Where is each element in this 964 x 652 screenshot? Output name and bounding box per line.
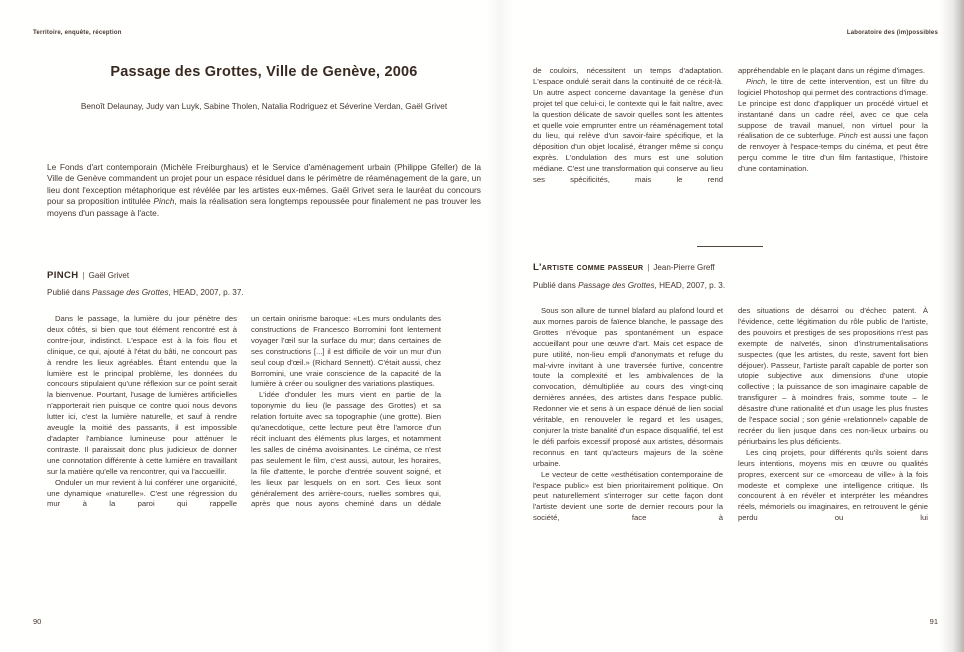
publication-line: Publié dans Passage des Grottes, HEAD, 2007, p. 3. bbox=[533, 281, 726, 290]
running-head-right: Laboratoire des (im)possibles bbox=[846, 30, 938, 36]
paragraph: L'idée d'onduler les murs vient en partie de la toponymie du lieu (le passage des Grottes) et sa relation fortuite avec sa topographie (une grotte). Bien qu'anecdotique, cette lecture peut être l'amorce d'un récit incluant des éléments plus larges, et notamment les salles de cinéma avoisinantes. Le cinéma, ce n'est pas seulement le film, c'est aussi, autour, les horaires, la file d'attente, le porche d'entrée souvent soigné, et les lieux par lesquels on en sort. Ces lieux sont généralement des arrière-cours, ruelles sombres qui, après que nous ayons cheminé dans un dédale bbox=[251, 390, 441, 509]
paragraph: Les cinq projets, pour différents qu'ils soient dans leurs intentions, moyens mis en œuvre ou qualités propres, exercent sur ce «morceau de ville» à la fois modeste et complexe une intelligence critique. Ils concourent à en révéler et interpréter les méandres réels, mémoriels ou imaginaires, en retrouvent le génie perdu ou lui bbox=[738, 447, 928, 523]
paragraph: des situations de désarroi ou d'échec patent. À l'évidence, cette légitimation du rôle public de l'artiste, des pouvoirs et prestiges de ses propositions n'est pas exempte de naïvetés, sinon d'instrumentalisations suspectes (que les artistes, du reste, savent fort bien déjouer). Passeur, l'artiste paraît capable de porter son utopie subjective aux dimensions d'une utopie collective ; la puissance de son imaginaire capable de transfigurer – à moindres frais, somme toute – le désastre d'une rationalité et d'un usage les plus frustes de l'espace social ; son génie «relationnel» capable de recréer du lien jusque dans ces non-lieux urbains ou périurbains les plus déficients. bbox=[738, 306, 928, 446]
paragraph: Onduler un mur revient à lui conférer une organicité, une dynamique «naturelle». C'est une régression du mur à la paroi qui rappelle bbox=[47, 477, 237, 509]
page-edge-shadow bbox=[940, 0, 964, 652]
page-number-left: 90 bbox=[33, 617, 42, 626]
authors-line: Benoît Delaunay, Judy van Luyk, Sabine Tholen, Natalia Rodriguez et Séverine Verdan, Gaël Grivet bbox=[80, 101, 448, 111]
paragraph: Pinch, le titre de cette intervention, est un filtre du logiciel Photoshop qui permet des contractions d'image. Le principe est donc d'appliquer un procédé virtuel et instantané dans un cadre réel, avec ce que cela suppose de travail manuel, non virtuel pour la réalisation de ce subterfuge. Pinch est aussi une façon de renvoyer à l'espace-temps du cinéma, et peut être perçu comme le titre d'un film fantastique, l'histoire d'une contamination. bbox=[738, 76, 928, 174]
intro-paragraph: Le Fonds d'art contemporain (Michèle Freiburghaus) et le Service d'aménagement urbain (Philippe Gfeller) de la Ville de Genève commandent un projet pour un espace résiduel dans le périmètre de réaménagement de la gare, un lieu dont l'exception métaphorique est révélée par les artistes eux-mêmes. Gaël Grivet sera le lauréat du concours pour sa proposition intitulée Pinch, mais la réalisation sera longtemps repoussée pour finalement ne pas trouver les moyens d'un passage à l'acte. bbox=[47, 162, 481, 218]
page-title: Passage des Grottes, Ville de Genève, 2006 bbox=[110, 64, 418, 80]
paragraph: un certain onirisme baroque: «Les murs ondulants des constructions de Francesco Borromini font lentement voyager l'œil sur la surface du mur; dans certaines de ses constructions [...] il est difficile de voir un mur d'un seul coup d'œil.» (Richard Sennett). C'était aussi, chez Borromini, une vraie conscience de la capacité de la lumière à créer ou souligner des variations plastiques. bbox=[251, 314, 441, 389]
running-head-left: Territoire, enquête, réception bbox=[33, 30, 122, 36]
paragraph: appréhendable en le plaçant dans un régime d'images. bbox=[738, 66, 925, 75]
article-title: PINCH bbox=[47, 270, 79, 281]
paragraph: Dans le passage, la lumière du jour pénètre des deux côtés, si bien que tout élément rencontré est à contre-jour, indistinct. L'espace est à la fois flou et clinique, ce qui, ajouté à l'état du bâti, ne concourt pas à rendre les lieux agréables. Étant entendu que la lumière est le principal problème, les données du concours stipulaient qu'une réflexion sur ce point serait la bienvenue. Pourtant, l'usage de lumières artificielles n'apporterait rien puisque ce contre quoi nous devons lutter ici, c'est la lumière naturelle, et sauf à rendre aveugle la moitié des passants, il est impossible d'adapter l'ambiance lumineuse pour atténuer le contraste. Il paraissait donc plus judicieux de donner une connotation différente à cette lumière en travaillant sur la matière qu'elle va rencontrer, qui va l'accueillir. bbox=[47, 314, 237, 476]
article-heading-passeur bbox=[533, 262, 715, 273]
text-column-2 bbox=[251, 314, 441, 510]
text-column-2 bbox=[738, 66, 928, 186]
heading-separator: | bbox=[647, 263, 650, 272]
section-divider-rule bbox=[697, 246, 763, 247]
paragraph: Sous son allure de tunnel blafard au plafond lourd et aux mornes parois de faïence blanche, le passage des Grottes n'évoque pas spontanément un espace accueillant pour une œuvre d'art. Mais cet espace de pure utilité, non-lieu empli d'anonymats et refuge du mal-vivre invitant à une traversée furtive, concentre toute la complexité et les ambivalences de la convocation, démultipliée au cours des vingt-cinq dernières années, des artistes dans l'espace public. Redonner vie et sens à un espace dénué de lien social véritable, en renouveler le regard et les usages, conjurer la triste banalité d'un espace disqualifié, tel est le défi parfois excessif proposé aux artistes, désormais reconnus en tant qu'acteurs majeurs de la scène urbaine. bbox=[533, 306, 723, 468]
publication-line: Publié dans Passage des Grottes, HEAD, 2007, p. 37. bbox=[47, 288, 244, 297]
page-gutter-shadow bbox=[486, 0, 514, 652]
article-author: Jean-Pierre Greff bbox=[653, 263, 715, 272]
text-columns-continuation bbox=[533, 66, 928, 186]
text-column-1 bbox=[533, 66, 723, 186]
heading-separator: | bbox=[82, 271, 85, 280]
text-columns bbox=[47, 314, 441, 510]
right-page bbox=[482, 0, 964, 652]
paragraph: de couloirs, nécessitent un temps d'adaptation. L'espace ondulé serait dans la continuité de ce récit-là. Un autre aspect concerne davantage la genèse d'un projet tel que celui-ci, le contexte qui le fait naître, avec la question délicate de savoir quelles sont les attentes et quelle voie emprunter entre un réaménagement total du lieu, qui relève d'un savoir-faire spécifique, et la déposition d'un objet localisé, étranger même si conçu exprès. L'ondulation des murs est une solution médiane. C'est une transformation qui conserve au lieu ses spécificités, mais le rend bbox=[533, 66, 723, 185]
article-author: Gaël Grivet bbox=[88, 271, 130, 280]
article-heading-pinch bbox=[47, 270, 129, 281]
text-column-1 bbox=[533, 306, 723, 524]
article-title: L'artiste comme passeur bbox=[533, 262, 644, 273]
text-columns bbox=[533, 306, 928, 524]
text-column-1 bbox=[47, 314, 237, 510]
page-number-right: 91 bbox=[929, 617, 938, 626]
paragraph: Le vecteur de cette «esthétisation contemporaine de l'espace public» est bien prioritairement politique. On peut naturellement s'interroger sur cette façon dont l'artiste devient une sorte de dernier recours pour la société, face à bbox=[533, 469, 723, 523]
text-column-2 bbox=[738, 306, 928, 524]
